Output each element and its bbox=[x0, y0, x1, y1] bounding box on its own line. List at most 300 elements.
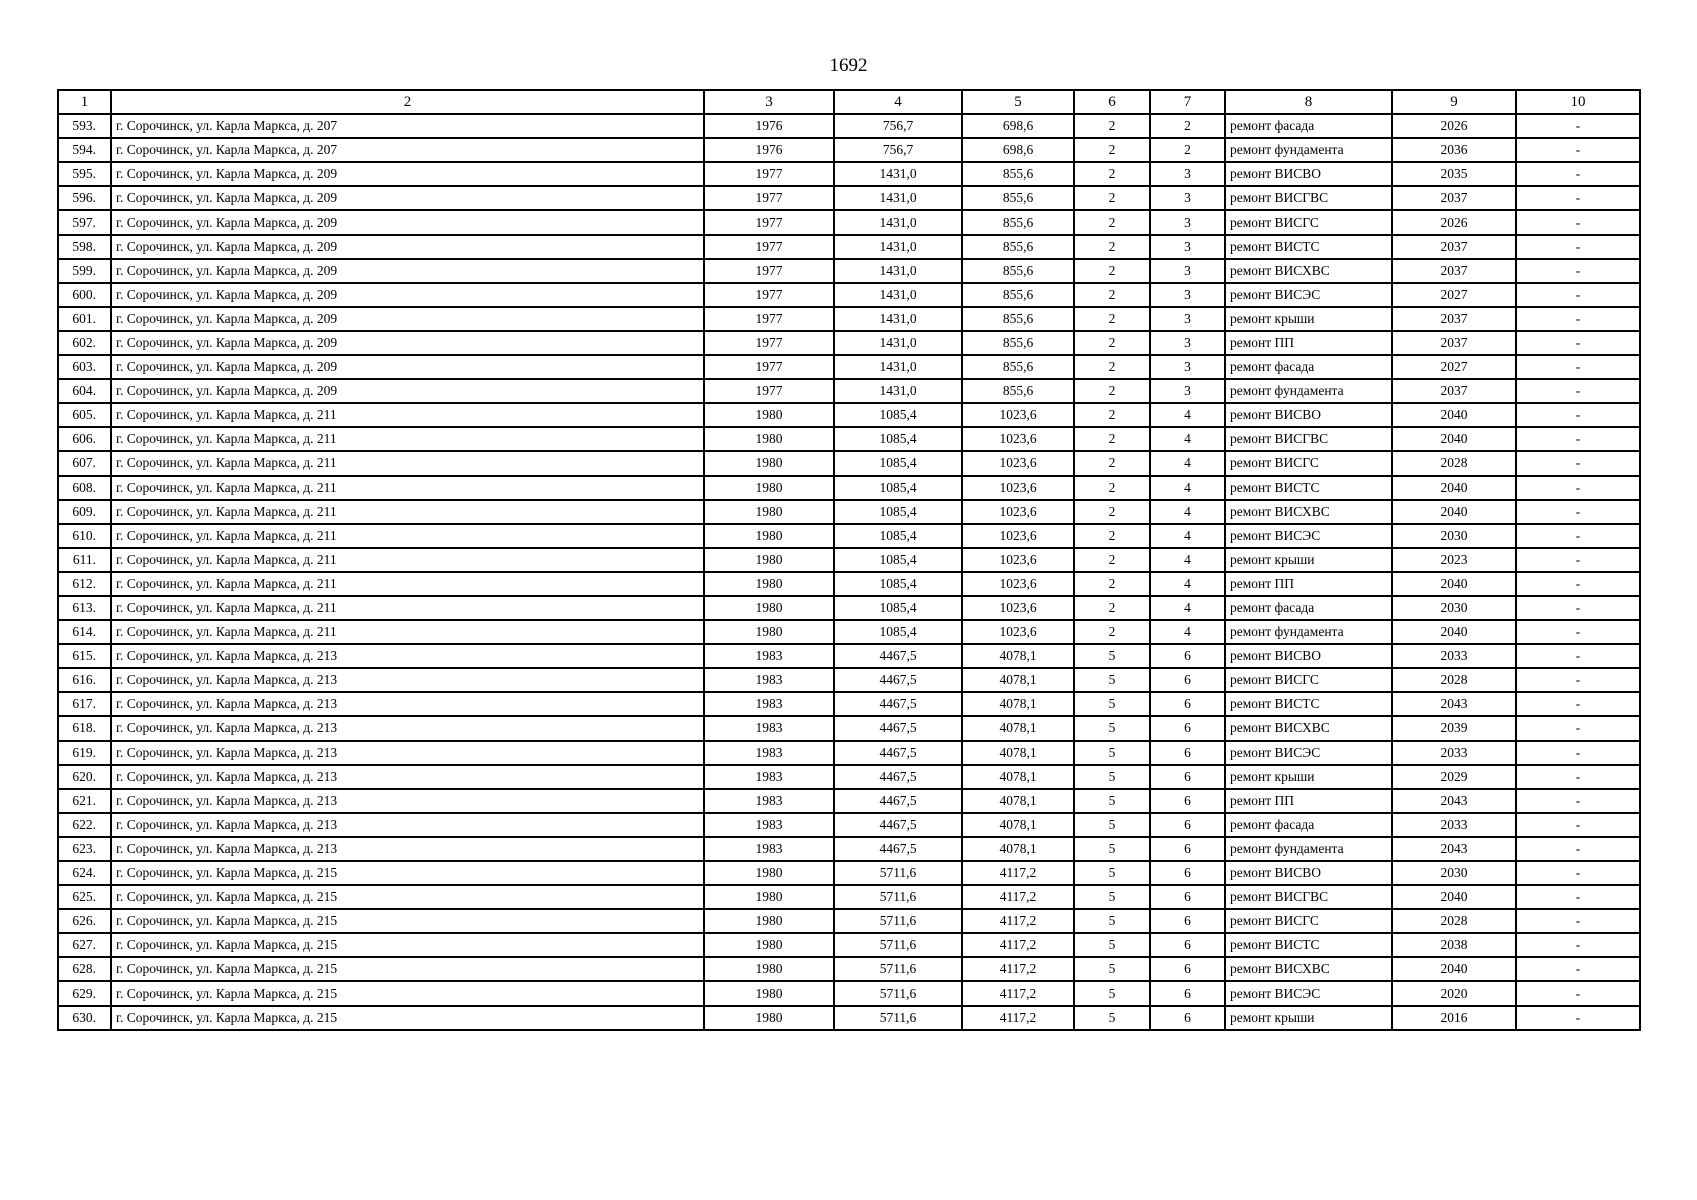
work-type-cell: ремонт фасада bbox=[1225, 813, 1392, 837]
total-area-cell: 1085,4 bbox=[834, 427, 962, 451]
planned-year-cell: 2020 bbox=[1392, 981, 1516, 1005]
work-type-cell: ремонт фасада bbox=[1225, 114, 1392, 138]
total-area-cell: 4467,5 bbox=[834, 741, 962, 765]
total-area-cell: 4467,5 bbox=[834, 644, 962, 668]
table-row bbox=[58, 957, 1640, 981]
table-row bbox=[58, 451, 1640, 475]
row-number-cell: 601. bbox=[58, 307, 111, 331]
floors-cell: 2 bbox=[1074, 572, 1150, 596]
table-row bbox=[58, 500, 1640, 524]
living-area-cell: 855,6 bbox=[962, 186, 1074, 210]
work-type-cell: ремонт ВИСХВС bbox=[1225, 500, 1392, 524]
build-year-cell: 1983 bbox=[704, 789, 834, 813]
column-header: 8 bbox=[1225, 90, 1392, 114]
living-area-cell: 1023,6 bbox=[962, 451, 1074, 475]
address-cell: г. Сорочинск, ул. Карла Маркса, д. 209 bbox=[111, 283, 704, 307]
total-area-cell: 5711,6 bbox=[834, 933, 962, 957]
planned-year-cell: 2033 bbox=[1392, 741, 1516, 765]
address-cell: г. Сорочинск, ул. Карла Маркса, д. 209 bbox=[111, 355, 704, 379]
work-type-cell: ремонт ВИСХВС bbox=[1225, 259, 1392, 283]
planned-year-cell: 2038 bbox=[1392, 933, 1516, 957]
table-row bbox=[58, 572, 1640, 596]
build-year-cell: 1977 bbox=[704, 355, 834, 379]
note-cell: - bbox=[1516, 403, 1640, 427]
planned-year-cell: 2036 bbox=[1392, 138, 1516, 162]
note-cell: - bbox=[1516, 186, 1640, 210]
floors-cell: 5 bbox=[1074, 981, 1150, 1005]
row-number-cell: 624. bbox=[58, 861, 111, 885]
address-cell: г. Сорочинск, ул. Карла Маркса, д. 215 bbox=[111, 1006, 704, 1030]
entrances-cell: 6 bbox=[1150, 861, 1225, 885]
entrances-cell: 3 bbox=[1150, 186, 1225, 210]
floors-cell: 2 bbox=[1074, 548, 1150, 572]
row-number-cell: 604. bbox=[58, 379, 111, 403]
living-area-cell: 4117,2 bbox=[962, 957, 1074, 981]
address-cell: г. Сорочинск, ул. Карла Маркса, д. 211 bbox=[111, 476, 704, 500]
planned-year-cell: 2039 bbox=[1392, 716, 1516, 740]
total-area-cell: 1085,4 bbox=[834, 524, 962, 548]
work-type-cell: ремонт ПП bbox=[1225, 331, 1392, 355]
entrances-cell: 4 bbox=[1150, 476, 1225, 500]
row-number-cell: 621. bbox=[58, 789, 111, 813]
floors-cell: 5 bbox=[1074, 837, 1150, 861]
address-cell: г. Сорочинск, ул. Карла Маркса, д. 215 bbox=[111, 909, 704, 933]
floors-cell: 5 bbox=[1074, 741, 1150, 765]
address-cell: г. Сорочинск, ул. Карла Маркса, д. 213 bbox=[111, 668, 704, 692]
planned-year-cell: 2037 bbox=[1392, 307, 1516, 331]
table-body bbox=[58, 114, 1640, 1030]
work-type-cell: ремонт ВИСТС bbox=[1225, 476, 1392, 500]
floors-cell: 2 bbox=[1074, 379, 1150, 403]
living-area-cell: 1023,6 bbox=[962, 596, 1074, 620]
note-cell: - bbox=[1516, 355, 1640, 379]
work-type-cell: ремонт фундамента bbox=[1225, 620, 1392, 644]
table-row bbox=[58, 909, 1640, 933]
build-year-cell: 1980 bbox=[704, 572, 834, 596]
entrances-cell: 3 bbox=[1150, 355, 1225, 379]
work-type-cell: ремонт ВИСГВС bbox=[1225, 186, 1392, 210]
note-cell: - bbox=[1516, 307, 1640, 331]
total-area-cell: 4467,5 bbox=[834, 668, 962, 692]
floors-cell: 5 bbox=[1074, 668, 1150, 692]
address-cell: г. Сорочинск, ул. Карла Маркса, д. 209 bbox=[111, 186, 704, 210]
row-number-cell: 600. bbox=[58, 283, 111, 307]
address-cell: г. Сорочинск, ул. Карла Маркса, д. 209 bbox=[111, 307, 704, 331]
row-number-cell: 612. bbox=[58, 572, 111, 596]
living-area-cell: 855,6 bbox=[962, 355, 1074, 379]
address-cell: г. Сорочинск, ул. Карла Маркса, д. 213 bbox=[111, 765, 704, 789]
build-year-cell: 1980 bbox=[704, 885, 834, 909]
living-area-cell: 855,6 bbox=[962, 259, 1074, 283]
row-number-cell: 603. bbox=[58, 355, 111, 379]
total-area-cell: 1431,0 bbox=[834, 331, 962, 355]
floors-cell: 2 bbox=[1074, 235, 1150, 259]
table-row bbox=[58, 765, 1640, 789]
work-type-cell: ремонт ВИСВО bbox=[1225, 861, 1392, 885]
work-type-cell: ремонт ВИСГС bbox=[1225, 451, 1392, 475]
address-cell: г. Сорочинск, ул. Карла Маркса, д. 215 bbox=[111, 933, 704, 957]
total-area-cell: 1085,4 bbox=[834, 500, 962, 524]
row-number-cell: 610. bbox=[58, 524, 111, 548]
note-cell: - bbox=[1516, 572, 1640, 596]
floors-cell: 5 bbox=[1074, 957, 1150, 981]
floors-cell: 5 bbox=[1074, 765, 1150, 789]
address-cell: г. Сорочинск, ул. Карла Маркса, д. 209 bbox=[111, 162, 704, 186]
total-area-cell: 1085,4 bbox=[834, 548, 962, 572]
living-area-cell: 4117,2 bbox=[962, 885, 1074, 909]
column-header: 2 bbox=[111, 90, 704, 114]
total-area-cell: 5711,6 bbox=[834, 861, 962, 885]
entrances-cell: 4 bbox=[1150, 572, 1225, 596]
column-header: 7 bbox=[1150, 90, 1225, 114]
build-year-cell: 1980 bbox=[704, 524, 834, 548]
address-cell: г. Сорочинск, ул. Карла Маркса, д. 207 bbox=[111, 138, 704, 162]
total-area-cell: 1431,0 bbox=[834, 162, 962, 186]
address-cell: г. Сорочинск, ул. Карла Маркса, д. 209 bbox=[111, 210, 704, 234]
living-area-cell: 698,6 bbox=[962, 138, 1074, 162]
work-type-cell: ремонт ВИСВО bbox=[1225, 162, 1392, 186]
table-row bbox=[58, 114, 1640, 138]
planned-year-cell: 2037 bbox=[1392, 235, 1516, 259]
work-type-cell: ремонт ВИСТС bbox=[1225, 933, 1392, 957]
table-row bbox=[58, 307, 1640, 331]
planned-year-cell: 2040 bbox=[1392, 476, 1516, 500]
row-number-cell: 611. bbox=[58, 548, 111, 572]
table-row bbox=[58, 741, 1640, 765]
row-number-cell: 623. bbox=[58, 837, 111, 861]
planned-year-cell: 2040 bbox=[1392, 500, 1516, 524]
row-number-cell: 614. bbox=[58, 620, 111, 644]
living-area-cell: 4078,1 bbox=[962, 716, 1074, 740]
total-area-cell: 1085,4 bbox=[834, 620, 962, 644]
note-cell: - bbox=[1516, 451, 1640, 475]
total-area-cell: 756,7 bbox=[834, 114, 962, 138]
total-area-cell: 1085,4 bbox=[834, 596, 962, 620]
note-cell: - bbox=[1516, 548, 1640, 572]
address-cell: г. Сорочинск, ул. Карла Маркса, д. 211 bbox=[111, 500, 704, 524]
row-number-cell: 608. bbox=[58, 476, 111, 500]
living-area-cell: 1023,6 bbox=[962, 524, 1074, 548]
table-row bbox=[58, 138, 1640, 162]
note-cell: - bbox=[1516, 861, 1640, 885]
work-type-cell: ремонт крыши bbox=[1225, 1006, 1392, 1030]
table-row bbox=[58, 283, 1640, 307]
note-cell: - bbox=[1516, 765, 1640, 789]
table-row bbox=[58, 813, 1640, 837]
living-area-cell: 4117,2 bbox=[962, 861, 1074, 885]
work-type-cell: ремонт ПП bbox=[1225, 572, 1392, 596]
entrances-cell: 6 bbox=[1150, 765, 1225, 789]
planned-year-cell: 2027 bbox=[1392, 355, 1516, 379]
living-area-cell: 1023,6 bbox=[962, 572, 1074, 596]
table-row bbox=[58, 668, 1640, 692]
living-area-cell: 4078,1 bbox=[962, 741, 1074, 765]
note-cell: - bbox=[1516, 741, 1640, 765]
note-cell: - bbox=[1516, 331, 1640, 355]
planned-year-cell: 2037 bbox=[1392, 331, 1516, 355]
table-row bbox=[58, 427, 1640, 451]
note-cell: - bbox=[1516, 259, 1640, 283]
entrances-cell: 3 bbox=[1150, 379, 1225, 403]
repair-schedule-table bbox=[57, 89, 1641, 1031]
work-type-cell: ремонт ВИСВО bbox=[1225, 644, 1392, 668]
work-type-cell: ремонт ВИСГС bbox=[1225, 210, 1392, 234]
row-number-cell: 618. bbox=[58, 716, 111, 740]
planned-year-cell: 2016 bbox=[1392, 1006, 1516, 1030]
build-year-cell: 1976 bbox=[704, 138, 834, 162]
floors-cell: 2 bbox=[1074, 427, 1150, 451]
living-area-cell: 4078,1 bbox=[962, 765, 1074, 789]
entrances-cell: 4 bbox=[1150, 524, 1225, 548]
planned-year-cell: 2030 bbox=[1392, 524, 1516, 548]
work-type-cell: ремонт ВИСТС bbox=[1225, 235, 1392, 259]
living-area-cell: 4117,2 bbox=[962, 981, 1074, 1005]
address-cell: г. Сорочинск, ул. Карла Маркса, д. 211 bbox=[111, 620, 704, 644]
note-cell: - bbox=[1516, 114, 1640, 138]
column-header: 4 bbox=[834, 90, 962, 114]
work-type-cell: ремонт ПП bbox=[1225, 789, 1392, 813]
floors-cell: 5 bbox=[1074, 909, 1150, 933]
build-year-cell: 1980 bbox=[704, 403, 834, 427]
entrances-cell: 4 bbox=[1150, 500, 1225, 524]
note-cell: - bbox=[1516, 210, 1640, 234]
living-area-cell: 1023,6 bbox=[962, 548, 1074, 572]
work-type-cell: ремонт фундамента bbox=[1225, 138, 1392, 162]
address-cell: г. Сорочинск, ул. Карла Маркса, д. 213 bbox=[111, 837, 704, 861]
living-area-cell: 855,6 bbox=[962, 283, 1074, 307]
living-area-cell: 698,6 bbox=[962, 114, 1074, 138]
note-cell: - bbox=[1516, 162, 1640, 186]
build-year-cell: 1980 bbox=[704, 620, 834, 644]
work-type-cell: ремонт ВИСВО bbox=[1225, 403, 1392, 427]
work-type-cell: ремонт ВИСГС bbox=[1225, 668, 1392, 692]
planned-year-cell: 2040 bbox=[1392, 427, 1516, 451]
floors-cell: 2 bbox=[1074, 476, 1150, 500]
entrances-cell: 3 bbox=[1150, 235, 1225, 259]
total-area-cell: 1431,0 bbox=[834, 235, 962, 259]
build-year-cell: 1980 bbox=[704, 933, 834, 957]
address-cell: г. Сорочинск, ул. Карла Маркса, д. 215 bbox=[111, 981, 704, 1005]
address-cell: г. Сорочинск, ул. Карла Маркса, д. 215 bbox=[111, 885, 704, 909]
build-year-cell: 1980 bbox=[704, 596, 834, 620]
build-year-cell: 1983 bbox=[704, 813, 834, 837]
work-type-cell: ремонт ВИСХВС bbox=[1225, 957, 1392, 981]
entrances-cell: 6 bbox=[1150, 716, 1225, 740]
address-cell: г. Сорочинск, ул. Карла Маркса, д. 209 bbox=[111, 259, 704, 283]
build-year-cell: 1977 bbox=[704, 307, 834, 331]
table-row bbox=[58, 476, 1640, 500]
note-cell: - bbox=[1516, 500, 1640, 524]
row-number-cell: 599. bbox=[58, 259, 111, 283]
row-number-cell: 627. bbox=[58, 933, 111, 957]
note-cell: - bbox=[1516, 476, 1640, 500]
build-year-cell: 1983 bbox=[704, 692, 834, 716]
note-cell: - bbox=[1516, 981, 1640, 1005]
row-number-cell: 617. bbox=[58, 692, 111, 716]
row-number-cell: 596. bbox=[58, 186, 111, 210]
entrances-cell: 6 bbox=[1150, 789, 1225, 813]
living-area-cell: 1023,6 bbox=[962, 500, 1074, 524]
row-number-cell: 609. bbox=[58, 500, 111, 524]
row-number-cell: 626. bbox=[58, 909, 111, 933]
table-row bbox=[58, 981, 1640, 1005]
build-year-cell: 1977 bbox=[704, 235, 834, 259]
row-number-cell: 628. bbox=[58, 957, 111, 981]
table-row bbox=[58, 789, 1640, 813]
column-header: 10 bbox=[1516, 90, 1640, 114]
page-number: 1692 bbox=[829, 55, 868, 76]
floors-cell: 5 bbox=[1074, 813, 1150, 837]
living-area-cell: 4078,1 bbox=[962, 789, 1074, 813]
total-area-cell: 4467,5 bbox=[834, 813, 962, 837]
total-area-cell: 5711,6 bbox=[834, 1006, 962, 1030]
entrances-cell: 4 bbox=[1150, 620, 1225, 644]
planned-year-cell: 2040 bbox=[1392, 620, 1516, 644]
row-number-cell: 593. bbox=[58, 114, 111, 138]
total-area-cell: 1431,0 bbox=[834, 186, 962, 210]
note-cell: - bbox=[1516, 620, 1640, 644]
floors-cell: 2 bbox=[1074, 283, 1150, 307]
entrances-cell: 2 bbox=[1150, 114, 1225, 138]
build-year-cell: 1980 bbox=[704, 957, 834, 981]
work-type-cell: ремонт фасада bbox=[1225, 355, 1392, 379]
note-cell: - bbox=[1516, 427, 1640, 451]
floors-cell: 2 bbox=[1074, 596, 1150, 620]
entrances-cell: 2 bbox=[1150, 138, 1225, 162]
total-area-cell: 1085,4 bbox=[834, 403, 962, 427]
address-cell: г. Сорочинск, ул. Карла Маркса, д. 213 bbox=[111, 716, 704, 740]
address-cell: г. Сорочинск, ул. Карла Маркса, д. 213 bbox=[111, 692, 704, 716]
address-cell: г. Сорочинск, ул. Карла Маркса, д. 213 bbox=[111, 789, 704, 813]
floors-cell: 2 bbox=[1074, 620, 1150, 644]
note-cell: - bbox=[1516, 716, 1640, 740]
row-number-cell: 629. bbox=[58, 981, 111, 1005]
row-number-cell: 616. bbox=[58, 668, 111, 692]
address-cell: г. Сорочинск, ул. Карла Маркса, д. 209 bbox=[111, 235, 704, 259]
total-area-cell: 1085,4 bbox=[834, 476, 962, 500]
note-cell: - bbox=[1516, 813, 1640, 837]
note-cell: - bbox=[1516, 933, 1640, 957]
address-cell: г. Сорочинск, ул. Карла Маркса, д. 215 bbox=[111, 861, 704, 885]
note-cell: - bbox=[1516, 909, 1640, 933]
entrances-cell: 4 bbox=[1150, 427, 1225, 451]
address-cell: г. Сорочинск, ул. Карла Маркса, д. 215 bbox=[111, 957, 704, 981]
table-row bbox=[58, 596, 1640, 620]
row-number-cell: 606. bbox=[58, 427, 111, 451]
table-row bbox=[58, 885, 1640, 909]
total-area-cell: 5711,6 bbox=[834, 957, 962, 981]
total-area-cell: 1431,0 bbox=[834, 307, 962, 331]
build-year-cell: 1980 bbox=[704, 427, 834, 451]
floors-cell: 2 bbox=[1074, 451, 1150, 475]
planned-year-cell: 2023 bbox=[1392, 548, 1516, 572]
planned-year-cell: 2030 bbox=[1392, 596, 1516, 620]
table-row bbox=[58, 644, 1640, 668]
entrances-cell: 4 bbox=[1150, 548, 1225, 572]
planned-year-cell: 2040 bbox=[1392, 572, 1516, 596]
living-area-cell: 4078,1 bbox=[962, 692, 1074, 716]
address-cell: г. Сорочинск, ул. Карла Маркса, д. 211 bbox=[111, 548, 704, 572]
address-cell: г. Сорочинск, ул. Карла Маркса, д. 213 bbox=[111, 644, 704, 668]
row-number-cell: 594. bbox=[58, 138, 111, 162]
build-year-cell: 1983 bbox=[704, 716, 834, 740]
build-year-cell: 1983 bbox=[704, 741, 834, 765]
table-row bbox=[58, 861, 1640, 885]
floors-cell: 5 bbox=[1074, 1006, 1150, 1030]
table-row bbox=[58, 933, 1640, 957]
row-number-cell: 597. bbox=[58, 210, 111, 234]
total-area-cell: 1431,0 bbox=[834, 210, 962, 234]
table-row bbox=[58, 548, 1640, 572]
note-cell: - bbox=[1516, 668, 1640, 692]
living-area-cell: 855,6 bbox=[962, 235, 1074, 259]
work-type-cell: ремонт ВИСГС bbox=[1225, 909, 1392, 933]
row-number-cell: 620. bbox=[58, 765, 111, 789]
living-area-cell: 855,6 bbox=[962, 210, 1074, 234]
living-area-cell: 855,6 bbox=[962, 379, 1074, 403]
entrances-cell: 3 bbox=[1150, 259, 1225, 283]
table-row bbox=[58, 1006, 1640, 1030]
address-cell: г. Сорочинск, ул. Карла Маркса, д. 211 bbox=[111, 596, 704, 620]
entrances-cell: 3 bbox=[1150, 331, 1225, 355]
total-area-cell: 1431,0 bbox=[834, 283, 962, 307]
address-cell: г. Сорочинск, ул. Карла Маркса, д. 211 bbox=[111, 524, 704, 548]
floors-cell: 2 bbox=[1074, 524, 1150, 548]
floors-cell: 5 bbox=[1074, 644, 1150, 668]
build-year-cell: 1980 bbox=[704, 1006, 834, 1030]
table-row bbox=[58, 837, 1640, 861]
build-year-cell: 1977 bbox=[704, 259, 834, 283]
living-area-cell: 1023,6 bbox=[962, 620, 1074, 644]
floors-cell: 5 bbox=[1074, 933, 1150, 957]
floors-cell: 2 bbox=[1074, 259, 1150, 283]
work-type-cell: ремонт ВИСЭС bbox=[1225, 741, 1392, 765]
column-header: 1 bbox=[58, 90, 111, 114]
table-row bbox=[58, 210, 1640, 234]
entrances-cell: 6 bbox=[1150, 668, 1225, 692]
row-number-cell: 598. bbox=[58, 235, 111, 259]
floors-cell: 5 bbox=[1074, 716, 1150, 740]
build-year-cell: 1977 bbox=[704, 186, 834, 210]
living-area-cell: 1023,6 bbox=[962, 476, 1074, 500]
row-number-cell: 602. bbox=[58, 331, 111, 355]
build-year-cell: 1980 bbox=[704, 981, 834, 1005]
total-area-cell: 4467,5 bbox=[834, 692, 962, 716]
planned-year-cell: 2028 bbox=[1392, 451, 1516, 475]
work-type-cell: ремонт ВИСГВС bbox=[1225, 885, 1392, 909]
total-area-cell: 756,7 bbox=[834, 138, 962, 162]
address-cell: г. Сорочинск, ул. Карла Маркса, д. 213 bbox=[111, 813, 704, 837]
build-year-cell: 1983 bbox=[704, 837, 834, 861]
living-area-cell: 4078,1 bbox=[962, 668, 1074, 692]
living-area-cell: 4117,2 bbox=[962, 933, 1074, 957]
address-cell: г. Сорочинск, ул. Карла Маркса, д. 209 bbox=[111, 379, 704, 403]
planned-year-cell: 2037 bbox=[1392, 379, 1516, 403]
total-area-cell: 4467,5 bbox=[834, 789, 962, 813]
build-year-cell: 1977 bbox=[704, 162, 834, 186]
entrances-cell: 6 bbox=[1150, 981, 1225, 1005]
entrances-cell: 6 bbox=[1150, 837, 1225, 861]
floors-cell: 5 bbox=[1074, 885, 1150, 909]
table-row bbox=[58, 403, 1640, 427]
note-cell: - bbox=[1516, 837, 1640, 861]
living-area-cell: 855,6 bbox=[962, 307, 1074, 331]
total-area-cell: 4467,5 bbox=[834, 716, 962, 740]
work-type-cell: ремонт крыши bbox=[1225, 548, 1392, 572]
total-area-cell: 4467,5 bbox=[834, 765, 962, 789]
entrances-cell: 4 bbox=[1150, 451, 1225, 475]
work-type-cell: ремонт ВИСХВС bbox=[1225, 716, 1392, 740]
